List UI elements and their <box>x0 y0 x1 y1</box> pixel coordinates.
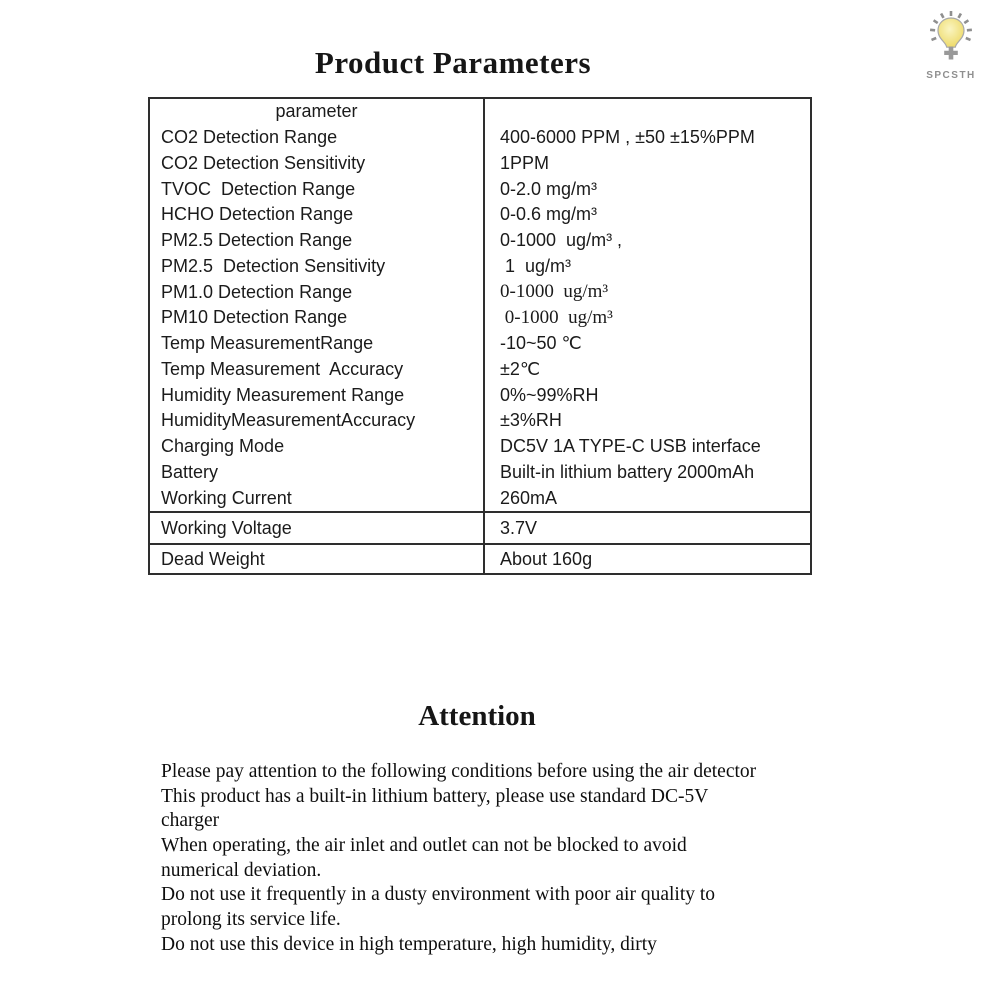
param-cell: PM2.5 Detection Range <box>161 230 353 251</box>
table-row <box>150 434 810 460</box>
attention-line: charger <box>161 810 220 832</box>
param-cell: PM10 Detection Range <box>161 307 348 328</box>
table-row <box>150 254 810 280</box>
value-cell: 400-6000 PPM , ±50 ±15%PPM <box>483 125 810 151</box>
table-header-row <box>150 99 810 125</box>
value-cell: ±3%RH <box>483 408 810 434</box>
attention-line: When operating, the air inlet and outlet can not be blocked to avoid <box>161 834 687 856</box>
table-row <box>150 485 810 511</box>
lightbulb-icon <box>924 10 978 64</box>
value-cell: ±2℃ <box>483 357 810 383</box>
table-row <box>150 382 810 408</box>
table-main-rows <box>150 99 810 511</box>
brand-name: SPCSTH <box>926 70 976 81</box>
value-cell: 3.7V <box>483 513 810 543</box>
param-cell: Working Current <box>161 487 292 508</box>
value-cell: 0%~99%RH <box>483 382 810 408</box>
table-row <box>150 357 810 383</box>
table-row <box>150 511 810 543</box>
spec-table <box>148 97 812 575</box>
param-cell: TVOC Detection Range <box>161 178 356 199</box>
value-cell: About 160g <box>483 545 810 573</box>
param-cell: Dead Weight <box>161 548 265 569</box>
value-cell: Built-in lithium battery 2000mAh <box>483 460 810 486</box>
param-cell: Working Voltage <box>161 517 292 538</box>
value-cell: 0-1000 ug/m³ <box>483 279 810 305</box>
attention-body <box>161 760 851 957</box>
value-cell: 0-1000 ug/m³ , <box>483 228 810 254</box>
attention-heading: Attention <box>418 700 536 732</box>
param-cell: Battery <box>161 461 219 482</box>
table-row <box>150 408 810 434</box>
table-row <box>150 151 810 177</box>
attention-line: This product has a built-in lithium battery, please use standard DC-5V <box>161 785 709 807</box>
table-row <box>150 176 810 202</box>
param-cell: PM1.0 Detection Range <box>161 281 353 302</box>
table-header-value <box>483 99 810 125</box>
value-cell: 260mA <box>483 485 810 511</box>
param-cell: HumidityMeasurementAccuracy <box>161 410 416 431</box>
table-row <box>150 460 810 486</box>
param-cell: Humidity Measurement Range <box>161 384 405 405</box>
table-header-parameter: parameter <box>275 101 358 122</box>
attention-line: numerical deviation. <box>161 859 322 881</box>
value-cell: 1 ug/m³ <box>483 254 810 280</box>
table-row <box>150 125 810 151</box>
table-row <box>150 305 810 331</box>
value-cell: 0-0.6 mg/m³ <box>483 202 810 228</box>
page-title: Product Parameters <box>314 45 592 80</box>
param-cell: Temp MeasurementRange <box>161 333 374 354</box>
value-cell: -10~50 ℃ <box>483 331 810 357</box>
param-cell: HCHO Detection Range <box>161 204 354 225</box>
value-cell: 0-2.0 mg/m³ <box>483 176 810 202</box>
table-row <box>150 543 810 573</box>
value-cell: DC5V 1A TYPE-C USB interface <box>483 434 810 460</box>
table-row <box>150 228 810 254</box>
attention-line: prolong its service life. <box>161 908 341 930</box>
attention-line: Please pay attention to the following conditions before using the air detector <box>161 761 757 782</box>
param-cell: Temp Measurement Accuracy <box>161 358 404 379</box>
param-cell: CO2 Detection Range <box>161 127 338 148</box>
attention-line: Do not use this device in high temperature, high humidity, dirty <box>161 933 657 955</box>
table-row <box>150 331 810 357</box>
param-cell: PM2.5 Detection Sensitivity <box>161 255 386 276</box>
param-cell: CO2 Detection Sensitivity <box>161 152 366 173</box>
table-row <box>150 202 810 228</box>
attention-line: Do not use it frequently in a dusty environment with poor air quality to <box>161 884 716 906</box>
param-cell: Charging Mode <box>161 436 285 457</box>
brand-logo <box>920 10 982 81</box>
value-cell: 0-1000 ug/m³ <box>483 305 810 331</box>
table-row <box>150 279 810 305</box>
value-cell: 1PPM <box>483 151 810 177</box>
